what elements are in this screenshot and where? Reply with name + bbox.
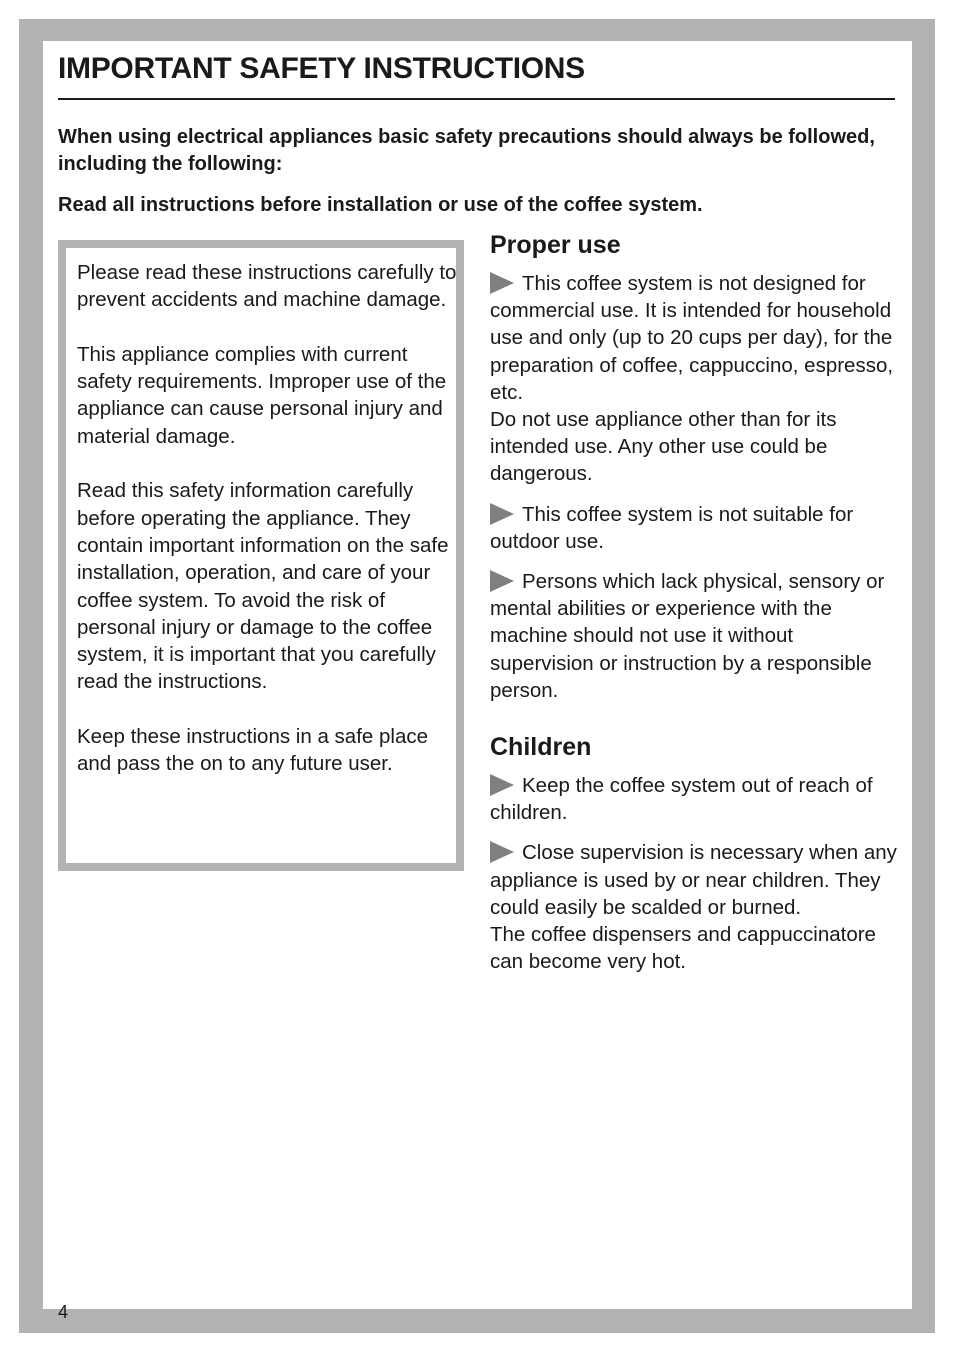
- notice-paragraph: Keep these instructions in a safe place and pass the on to any future user.: [77, 725, 428, 776]
- page-title: IMPORTANT SAFETY INSTRUCTIONS: [58, 52, 585, 85]
- notice-paragraph: This appliance complies with current safety requirements. Improper use of the appliance can cause personal injury and material damage.: [77, 342, 447, 448]
- triangle-bullet-icon: [490, 272, 514, 294]
- bullet-paragraph: [490, 772, 900, 826]
- proper-use-item-text: This coffee system is not designed for commercial use. It is intended for household use and only (up to 20 cups per day), for the preparation of coffee, cappuccino, espresso, etc.: [490, 272, 894, 404]
- bullet-paragraph: [490, 501, 900, 555]
- proper-use-item-commercial: [490, 270, 900, 488]
- triangle-bullet-icon: [490, 774, 514, 796]
- children-item-text: Keep the coffee system out of reach of children.: [490, 774, 873, 825]
- bullet-paragraph: [490, 270, 900, 406]
- proper-use-item-extra: Do not use appliance other than for its intended use. Any other use could be dangerous.: [490, 408, 837, 486]
- children-item-text: Close supervision is necessary when any appliance is used by or near children. They could easily be scalded or burned.: [490, 841, 897, 919]
- children-item-reach: [490, 772, 900, 826]
- intro-read-all: Read all instructions before installation or use of the coffee system.: [58, 194, 703, 216]
- notice-text: [77, 259, 457, 805]
- proper-use-item-text: This coffee system is not suitable for outdoor use.: [490, 502, 854, 553]
- triangle-bullet-icon: [490, 503, 514, 525]
- proper-use-item-text: Persons which lack physical, sensory or mental abilities or experience with the machine should not use it without supervision or instruction by a responsible person.: [490, 570, 885, 702]
- triangle-bullet-icon: [490, 570, 514, 592]
- triangle-bullet-icon: [490, 841, 514, 863]
- proper-use-item-outdoor: [490, 501, 900, 555]
- bullet-paragraph: [490, 839, 900, 921]
- section-heading-proper-use: Proper use: [490, 231, 621, 259]
- children-item-supervision: [490, 839, 900, 975]
- notice-paragraph: Read this safety information carefully before operating the appliance. They contain important information on the safe installation, operation, and care of your coffee system. To avoid the risk of personal injury or damage to the coffee system, it is important that you carefully read the instructions.: [77, 479, 449, 694]
- right-column: [490, 230, 900, 988]
- section-heading-children: Children: [490, 733, 592, 762]
- notice-paragraph: Please read these instructions carefully to prevent accidents and machine damage.: [77, 261, 457, 312]
- bullet-paragraph: [490, 568, 900, 704]
- children-item-extra: The coffee dispensers and cappuccinatore can become very hot.: [490, 923, 876, 974]
- title-rule: [58, 98, 895, 100]
- page-number: 4: [58, 1302, 69, 1322]
- proper-use-item-persons: [490, 568, 900, 704]
- intro-precautions: When using electrical appliances basic safety precautions should always be followed, including the following:: [58, 126, 875, 175]
